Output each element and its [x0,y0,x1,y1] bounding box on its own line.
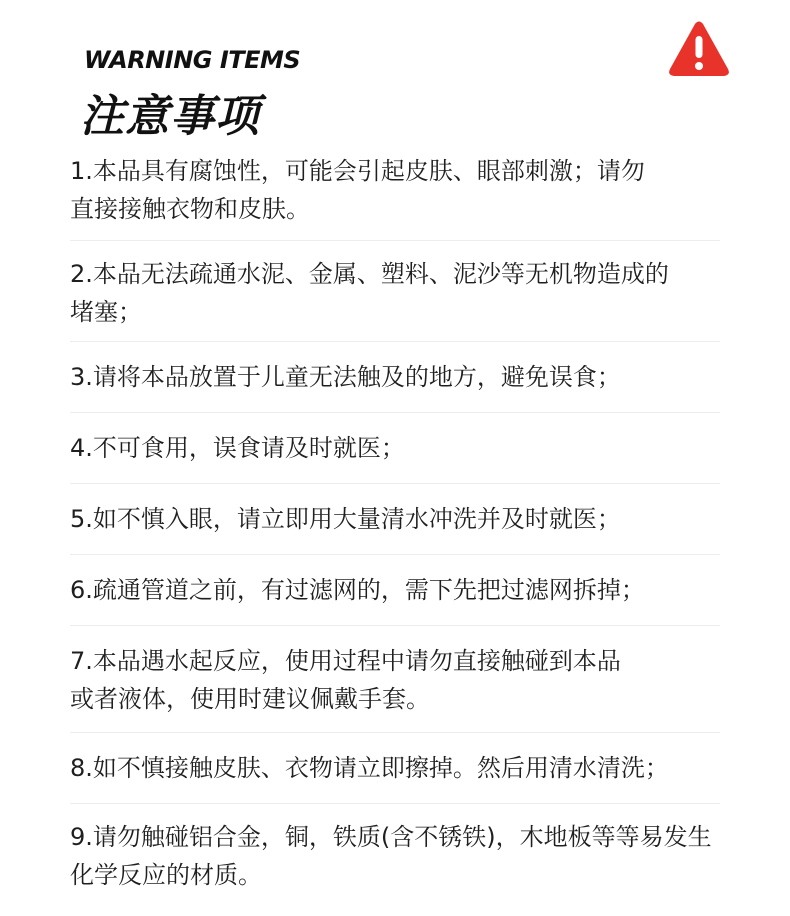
list-item-text: 5.如不慎入眼，请立即用大量清水冲洗并及时就医； [70,505,621,533]
list-item [70,148,720,241]
list-item [70,555,720,626]
page-subtitle: WARNING ITEMS [84,46,301,74]
list-item-text: 9.请勿触碰铝合金，铜，铁质(含不锈铁)，木地板等等易发生 化学反应的材质。 [70,823,712,889]
list-item [70,342,720,413]
list-item-text: 1.本品具有腐蚀性，可能会引起皮肤、眼部刺激；请勿 直接接触衣物和皮肤。 [70,157,645,223]
header [0,0,790,150]
list-item [70,733,720,804]
list-item [70,626,720,733]
list-item-text: 3.请将本品放置于儿童无法触及的地方，避免误食； [70,363,621,391]
list-item-text: 8.如不慎接触皮肤、衣物请立即擦掉。然后用清水清洗； [70,754,669,782]
warning-triangle-icon [667,20,731,78]
list-item-text: 4.不可食用，误食请及时就医； [70,434,405,462]
page-title: 注意事项 [80,91,260,142]
list-item [70,413,720,484]
warning-list [70,148,720,894]
list-item-text: 6.疏通管道之前，有过滤网的，需下先把过滤网拆掉； [70,576,645,604]
list-item-text: 7.本品遇水起反应，使用过程中请勿直接触碰到本品 或者液体，使用时建议佩戴手套。 [70,647,621,713]
list-item [70,241,720,342]
list-item [70,804,720,894]
list-item-text: 2.本品无法疏通水泥、金属、塑料、泥沙等无机物造成的 堵塞； [70,260,669,326]
list-item [70,484,720,555]
